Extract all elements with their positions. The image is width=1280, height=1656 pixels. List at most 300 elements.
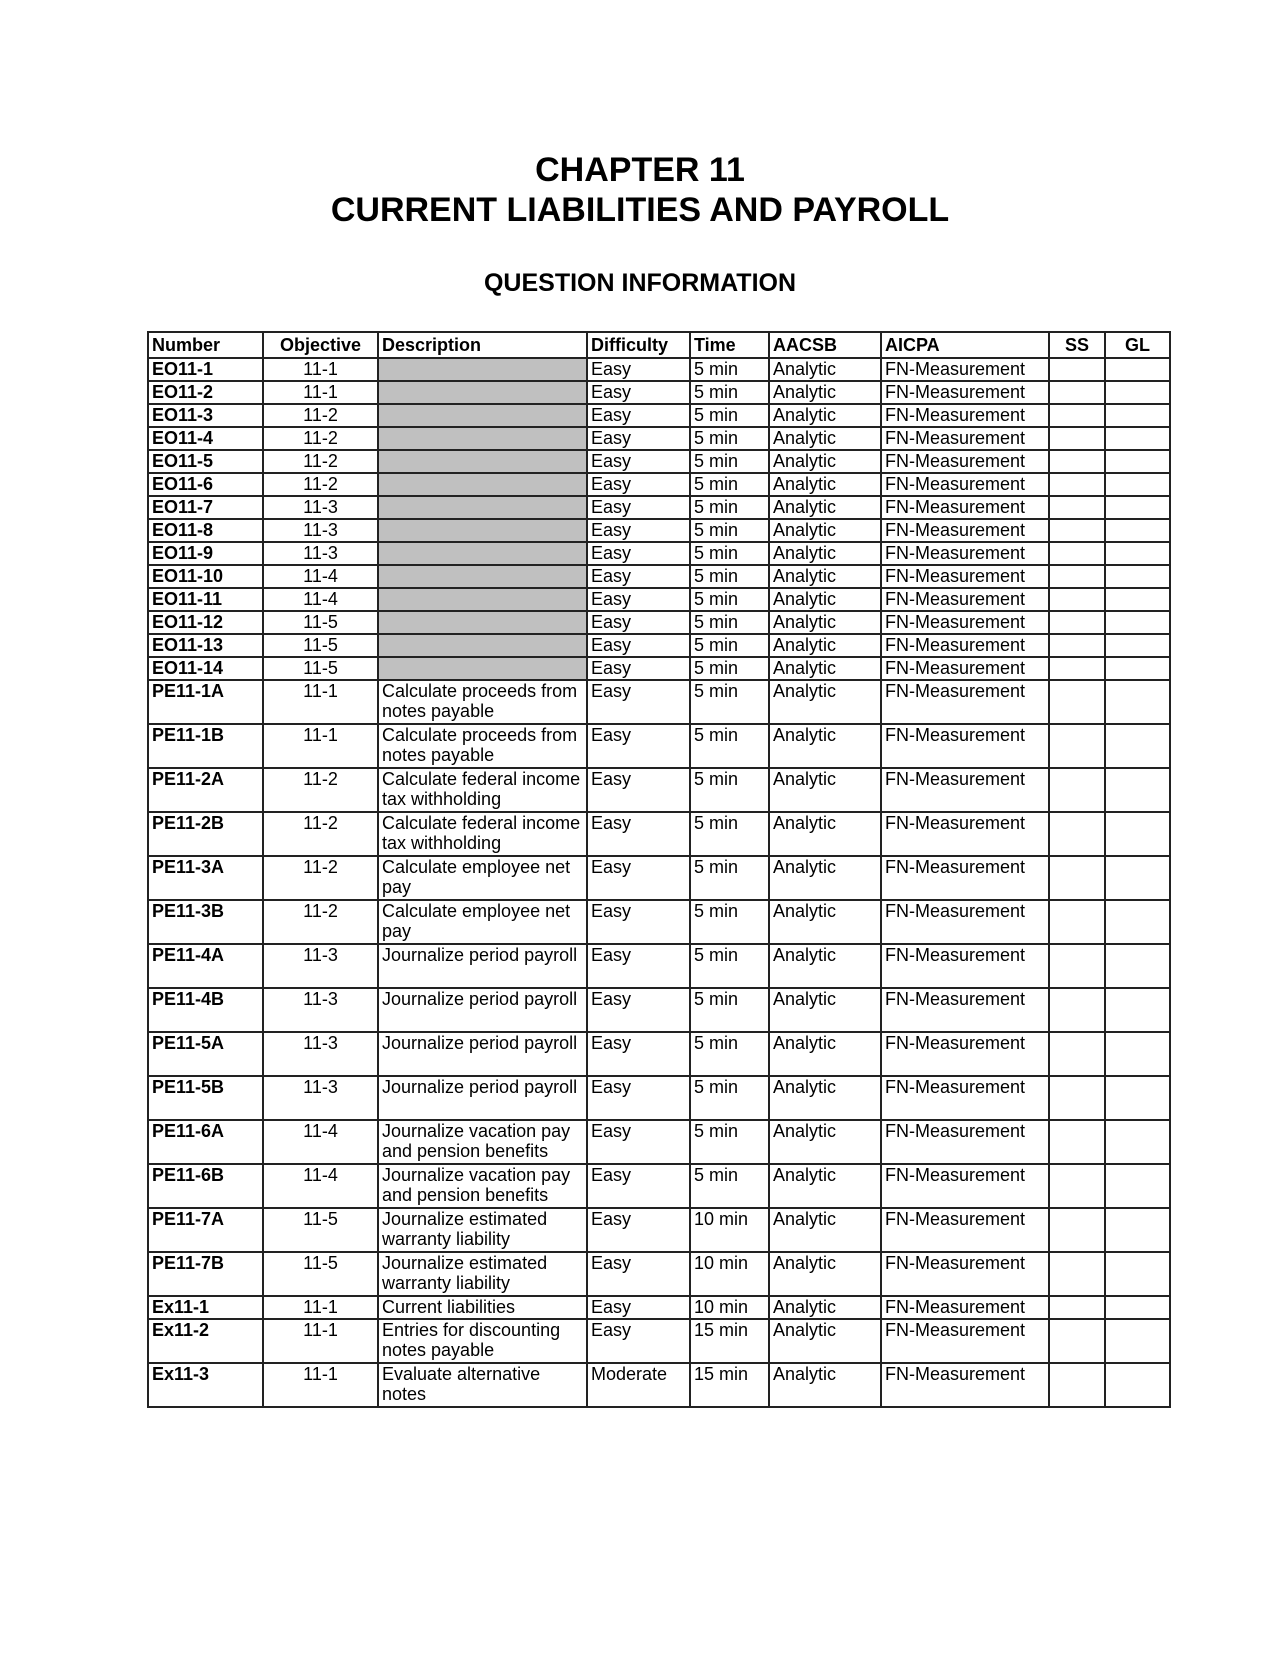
table-row (148, 768, 1170, 812)
table-row (148, 812, 1170, 856)
cell-objective: 11-2 (263, 768, 378, 812)
cell-number: EO11-11 (148, 588, 263, 611)
cell-time: 5 min (690, 724, 769, 768)
cell-time: 5 min (690, 588, 769, 611)
cell-difficulty: Easy (587, 1208, 690, 1252)
cell-description: Entries for discounting notes payable (378, 1319, 587, 1363)
table-row (148, 944, 1170, 988)
cell-description: Calculate federal income tax withholding (378, 812, 587, 856)
table-row (148, 657, 1170, 680)
column-header-aacsb: AACSB (769, 332, 881, 358)
cell-gl (1105, 427, 1170, 450)
cell-aicpa: FN-Measurement (881, 900, 1049, 944)
column-header-difficulty: Difficulty (587, 332, 690, 358)
column-header-gl: GL (1105, 332, 1170, 358)
column-header-number: Number (148, 332, 263, 358)
cell-aacsb: Analytic (769, 519, 881, 542)
table-row (148, 856, 1170, 900)
cell-time: 5 min (690, 768, 769, 812)
cell-difficulty: Easy (587, 427, 690, 450)
cell-number: PE11-6B (148, 1164, 263, 1208)
cell-gl (1105, 1252, 1170, 1296)
cell-aicpa: FN-Measurement (881, 634, 1049, 657)
cell-aacsb: Analytic (769, 812, 881, 856)
cell-ss (1049, 634, 1105, 657)
cell-difficulty: Easy (587, 900, 690, 944)
cell-objective: 11-2 (263, 900, 378, 944)
table-row (148, 1164, 1170, 1208)
cell-aicpa: FN-Measurement (881, 427, 1049, 450)
cell-ss (1049, 944, 1105, 988)
column-header-objective: Objective (263, 332, 378, 358)
cell-gl (1105, 473, 1170, 496)
table-row (148, 381, 1170, 404)
cell-gl (1105, 1076, 1170, 1120)
cell-aacsb: Analytic (769, 1296, 881, 1319)
cell-ss (1049, 588, 1105, 611)
column-header-time: Time (690, 332, 769, 358)
cell-objective: 11-1 (263, 724, 378, 768)
cell-objective: 11-3 (263, 496, 378, 519)
cell-time: 10 min (690, 1208, 769, 1252)
cell-number: PE11-4B (148, 988, 263, 1032)
cell-aacsb: Analytic (769, 1319, 881, 1363)
cell-objective: 11-3 (263, 542, 378, 565)
cell-aicpa: FN-Measurement (881, 404, 1049, 427)
cell-objective: 11-1 (263, 381, 378, 404)
cell-objective: 11-1 (263, 358, 378, 381)
cell-aacsb: Analytic (769, 473, 881, 496)
cell-ss (1049, 404, 1105, 427)
cell-ss (1049, 496, 1105, 519)
cell-aicpa: FN-Measurement (881, 565, 1049, 588)
cell-aicpa: FN-Measurement (881, 611, 1049, 634)
cell-ss (1049, 1076, 1105, 1120)
table-row (148, 680, 1170, 724)
cell-aicpa: FN-Measurement (881, 856, 1049, 900)
cell-aacsb: Analytic (769, 1120, 881, 1164)
cell-gl (1105, 1319, 1170, 1363)
cell-description: Calculate proceeds from notes payable (378, 724, 587, 768)
cell-description: Journalize vacation pay and pension benefits (378, 1164, 587, 1208)
cell-aacsb: Analytic (769, 657, 881, 680)
cell-aicpa: FN-Measurement (881, 1076, 1049, 1120)
cell-aicpa: FN-Measurement (881, 812, 1049, 856)
cell-objective: 11-1 (263, 1296, 378, 1319)
cell-gl (1105, 657, 1170, 680)
table-row (148, 565, 1170, 588)
cell-aacsb: Analytic (769, 988, 881, 1032)
cell-difficulty: Easy (587, 565, 690, 588)
cell-ss (1049, 473, 1105, 496)
cell-description: Current liabilities (378, 1296, 587, 1319)
cell-aacsb: Analytic (769, 358, 881, 381)
cell-description (378, 588, 587, 611)
cell-objective: 11-2 (263, 427, 378, 450)
cell-description (378, 496, 587, 519)
cell-gl (1105, 519, 1170, 542)
cell-time: 5 min (690, 944, 769, 988)
table-header-row (148, 332, 1170, 358)
cell-aicpa: FN-Measurement (881, 724, 1049, 768)
cell-ss (1049, 519, 1105, 542)
cell-description (378, 450, 587, 473)
cell-difficulty: Easy (587, 519, 690, 542)
cell-ss (1049, 1164, 1105, 1208)
cell-number: EO11-14 (148, 657, 263, 680)
table-body (148, 358, 1170, 1407)
table-row (148, 404, 1170, 427)
table-row (148, 1296, 1170, 1319)
cell-aicpa: FN-Measurement (881, 496, 1049, 519)
cell-time: 5 min (690, 496, 769, 519)
table-row (148, 519, 1170, 542)
cell-difficulty: Easy (587, 1296, 690, 1319)
cell-objective: 11-5 (263, 1252, 378, 1296)
cell-number: EO11-1 (148, 358, 263, 381)
table-row (148, 473, 1170, 496)
cell-gl (1105, 588, 1170, 611)
cell-time: 5 min (690, 427, 769, 450)
cell-aicpa: FN-Measurement (881, 450, 1049, 473)
cell-number: EO11-5 (148, 450, 263, 473)
cell-number: PE11-1B (148, 724, 263, 768)
cell-number: PE11-1A (148, 680, 263, 724)
cell-description (378, 427, 587, 450)
table-row (148, 1363, 1170, 1407)
cell-number: EO11-7 (148, 496, 263, 519)
cell-description (378, 542, 587, 565)
cell-aicpa: FN-Measurement (881, 1164, 1049, 1208)
cell-time: 5 min (690, 680, 769, 724)
cell-gl (1105, 565, 1170, 588)
table-row (148, 496, 1170, 519)
cell-number: PE11-2B (148, 812, 263, 856)
cell-description (378, 381, 587, 404)
cell-difficulty: Easy (587, 1164, 690, 1208)
cell-objective: 11-3 (263, 519, 378, 542)
cell-aacsb: Analytic (769, 404, 881, 427)
cell-aacsb: Analytic (769, 944, 881, 988)
cell-time: 5 min (690, 634, 769, 657)
table-row (148, 358, 1170, 381)
cell-ss (1049, 1252, 1105, 1296)
cell-objective: 11-4 (263, 1120, 378, 1164)
cell-difficulty: Easy (587, 1032, 690, 1076)
cell-aacsb: Analytic (769, 496, 881, 519)
table-row (148, 724, 1170, 768)
cell-gl (1105, 680, 1170, 724)
cell-objective: 11-3 (263, 988, 378, 1032)
cell-number: PE11-6A (148, 1120, 263, 1164)
cell-gl (1105, 1208, 1170, 1252)
cell-difficulty: Easy (587, 542, 690, 565)
cell-description: Calculate employee net pay (378, 900, 587, 944)
cell-time: 5 min (690, 519, 769, 542)
cell-number: Ex11-3 (148, 1363, 263, 1407)
cell-description (378, 473, 587, 496)
cell-aicpa: FN-Measurement (881, 944, 1049, 988)
cell-aacsb: Analytic (769, 680, 881, 724)
cell-objective: 11-4 (263, 565, 378, 588)
cell-description: Journalize period payroll (378, 1032, 587, 1076)
chapter-heading: CHAPTER 11 (535, 151, 745, 189)
cell-time: 5 min (690, 1076, 769, 1120)
cell-objective: 11-2 (263, 473, 378, 496)
cell-time: 5 min (690, 900, 769, 944)
table-row (148, 427, 1170, 450)
cell-difficulty: Easy (587, 680, 690, 724)
cell-objective: 11-4 (263, 588, 378, 611)
cell-objective: 11-5 (263, 634, 378, 657)
cell-ss (1049, 988, 1105, 1032)
cell-gl (1105, 496, 1170, 519)
section-heading: QUESTION INFORMATION (483, 269, 797, 297)
cell-gl (1105, 724, 1170, 768)
cell-number: EO11-13 (148, 634, 263, 657)
cell-ss (1049, 450, 1105, 473)
cell-number: EO11-8 (148, 519, 263, 542)
cell-number: EO11-4 (148, 427, 263, 450)
cell-difficulty: Easy (587, 988, 690, 1032)
cell-time: 5 min (690, 542, 769, 565)
cell-description: Journalize estimated warranty liability (378, 1252, 587, 1296)
cell-ss (1049, 900, 1105, 944)
cell-description: Calculate federal income tax withholding (378, 768, 587, 812)
cell-gl (1105, 381, 1170, 404)
cell-number: EO11-2 (148, 381, 263, 404)
table-row (148, 450, 1170, 473)
cell-objective: 11-3 (263, 1076, 378, 1120)
cell-gl (1105, 358, 1170, 381)
cell-description (378, 519, 587, 542)
cell-gl (1105, 768, 1170, 812)
cell-ss (1049, 427, 1105, 450)
cell-aicpa: FN-Measurement (881, 358, 1049, 381)
cell-time: 5 min (690, 988, 769, 1032)
cell-description (378, 657, 587, 680)
cell-aicpa: FN-Measurement (881, 988, 1049, 1032)
cell-difficulty: Easy (587, 768, 690, 812)
cell-aacsb: Analytic (769, 542, 881, 565)
cell-time: 5 min (690, 657, 769, 680)
chapter-title: CURRENT LIABILITIES AND PAYROLL (330, 191, 950, 229)
cell-aicpa: FN-Measurement (881, 1363, 1049, 1407)
cell-ss (1049, 1363, 1105, 1407)
cell-time: 5 min (690, 404, 769, 427)
cell-number: PE11-5A (148, 1032, 263, 1076)
column-header-ss: SS (1049, 332, 1105, 358)
cell-objective: 11-3 (263, 1032, 378, 1076)
cell-aicpa: FN-Measurement (881, 1252, 1049, 1296)
cell-aacsb: Analytic (769, 1208, 881, 1252)
cell-aacsb: Analytic (769, 1363, 881, 1407)
cell-gl (1105, 1164, 1170, 1208)
cell-ss (1049, 812, 1105, 856)
cell-time: 5 min (690, 450, 769, 473)
cell-aicpa: FN-Measurement (881, 519, 1049, 542)
cell-difficulty: Easy (587, 588, 690, 611)
cell-ss (1049, 565, 1105, 588)
cell-number: EO11-12 (148, 611, 263, 634)
column-header-aicpa: AICPA (881, 332, 1049, 358)
table-row (148, 988, 1170, 1032)
table-row (148, 900, 1170, 944)
cell-time: 5 min (690, 1032, 769, 1076)
cell-difficulty: Easy (587, 1319, 690, 1363)
cell-number: Ex11-1 (148, 1296, 263, 1319)
cell-number: EO11-6 (148, 473, 263, 496)
cell-ss (1049, 358, 1105, 381)
cell-number: PE11-7A (148, 1208, 263, 1252)
cell-difficulty: Moderate (587, 1363, 690, 1407)
cell-ss (1049, 1120, 1105, 1164)
cell-aicpa: FN-Measurement (881, 1120, 1049, 1164)
cell-difficulty: Easy (587, 404, 690, 427)
cell-difficulty: Easy (587, 450, 690, 473)
cell-number: PE11-7B (148, 1252, 263, 1296)
cell-ss (1049, 680, 1105, 724)
cell-ss (1049, 768, 1105, 812)
table-row (148, 1208, 1170, 1252)
cell-gl (1105, 611, 1170, 634)
cell-gl (1105, 944, 1170, 988)
cell-description (378, 634, 587, 657)
cell-objective: 11-5 (263, 657, 378, 680)
cell-gl (1105, 988, 1170, 1032)
cell-ss (1049, 1319, 1105, 1363)
cell-gl (1105, 634, 1170, 657)
cell-time: 5 min (690, 473, 769, 496)
cell-aacsb: Analytic (769, 900, 881, 944)
cell-description: Journalize estimated warranty liability (378, 1208, 587, 1252)
cell-objective: 11-2 (263, 450, 378, 473)
cell-gl (1105, 404, 1170, 427)
cell-description (378, 404, 587, 427)
cell-time: 5 min (690, 856, 769, 900)
cell-aicpa: FN-Measurement (881, 657, 1049, 680)
cell-objective: 11-1 (263, 1319, 378, 1363)
cell-ss (1049, 856, 1105, 900)
cell-description: Journalize period payroll (378, 1076, 587, 1120)
cell-aicpa: FN-Measurement (881, 768, 1049, 812)
cell-ss (1049, 611, 1105, 634)
cell-difficulty: Easy (587, 496, 690, 519)
cell-time: 5 min (690, 812, 769, 856)
cell-aicpa: FN-Measurement (881, 680, 1049, 724)
cell-aacsb: Analytic (769, 1252, 881, 1296)
table-row (148, 1252, 1170, 1296)
table-row (148, 588, 1170, 611)
cell-number: PE11-3B (148, 900, 263, 944)
cell-aicpa: FN-Measurement (881, 1319, 1049, 1363)
cell-aicpa: FN-Measurement (881, 1032, 1049, 1076)
cell-gl (1105, 812, 1170, 856)
cell-difficulty: Easy (587, 473, 690, 496)
cell-objective: 11-5 (263, 1208, 378, 1252)
table-row (148, 542, 1170, 565)
cell-gl (1105, 450, 1170, 473)
cell-number: PE11-2A (148, 768, 263, 812)
cell-gl (1105, 900, 1170, 944)
cell-time: 5 min (690, 565, 769, 588)
cell-difficulty: Easy (587, 724, 690, 768)
cell-ss (1049, 542, 1105, 565)
table-row (148, 1032, 1170, 1076)
cell-objective: 11-2 (263, 856, 378, 900)
cell-description: Calculate proceeds from notes payable (378, 680, 587, 724)
cell-description (378, 611, 587, 634)
cell-aacsb: Analytic (769, 588, 881, 611)
cell-number: EO11-9 (148, 542, 263, 565)
cell-difficulty: Easy (587, 381, 690, 404)
cell-ss (1049, 1032, 1105, 1076)
table-row (148, 611, 1170, 634)
cell-aicpa: FN-Measurement (881, 1296, 1049, 1319)
cell-objective: 11-2 (263, 812, 378, 856)
cell-number: PE11-5B (148, 1076, 263, 1120)
cell-difficulty: Easy (587, 1076, 690, 1120)
cell-description (378, 565, 587, 588)
cell-difficulty: Easy (587, 634, 690, 657)
cell-description: Calculate employee net pay (378, 856, 587, 900)
cell-aacsb: Analytic (769, 427, 881, 450)
cell-aacsb: Analytic (769, 768, 881, 812)
cell-objective: 11-2 (263, 404, 378, 427)
cell-aacsb: Analytic (769, 381, 881, 404)
cell-difficulty: Easy (587, 812, 690, 856)
cell-ss (1049, 724, 1105, 768)
cell-time: 10 min (690, 1252, 769, 1296)
cell-aicpa: FN-Measurement (881, 473, 1049, 496)
cell-time: 5 min (690, 381, 769, 404)
cell-aacsb: Analytic (769, 1076, 881, 1120)
table-row (148, 634, 1170, 657)
cell-gl (1105, 542, 1170, 565)
cell-objective: 11-1 (263, 1363, 378, 1407)
cell-number: Ex11-2 (148, 1319, 263, 1363)
question-information-table (147, 331, 1171, 1408)
cell-aicpa: FN-Measurement (881, 1208, 1049, 1252)
cell-number: EO11-3 (148, 404, 263, 427)
cell-number: EO11-10 (148, 565, 263, 588)
cell-aacsb: Analytic (769, 634, 881, 657)
cell-description: Journalize period payroll (378, 988, 587, 1032)
cell-time: 5 min (690, 611, 769, 634)
cell-aicpa: FN-Measurement (881, 588, 1049, 611)
cell-aacsb: Analytic (769, 450, 881, 473)
cell-aicpa: FN-Measurement (881, 381, 1049, 404)
cell-description: Journalize vacation pay and pension benefits (378, 1120, 587, 1164)
cell-difficulty: Easy (587, 657, 690, 680)
cell-ss (1049, 1208, 1105, 1252)
cell-difficulty: Easy (587, 1252, 690, 1296)
cell-objective: 11-4 (263, 1164, 378, 1208)
cell-difficulty: Easy (587, 358, 690, 381)
table-row (148, 1076, 1170, 1120)
cell-difficulty: Easy (587, 1120, 690, 1164)
column-header-description: Description (378, 332, 587, 358)
cell-aacsb: Analytic (769, 611, 881, 634)
cell-aacsb: Analytic (769, 565, 881, 588)
cell-ss (1049, 657, 1105, 680)
cell-difficulty: Easy (587, 611, 690, 634)
cell-objective: 11-1 (263, 680, 378, 724)
cell-aacsb: Analytic (769, 1164, 881, 1208)
cell-ss (1049, 1296, 1105, 1319)
cell-difficulty: Easy (587, 944, 690, 988)
cell-description: Evaluate alternative notes (378, 1363, 587, 1407)
